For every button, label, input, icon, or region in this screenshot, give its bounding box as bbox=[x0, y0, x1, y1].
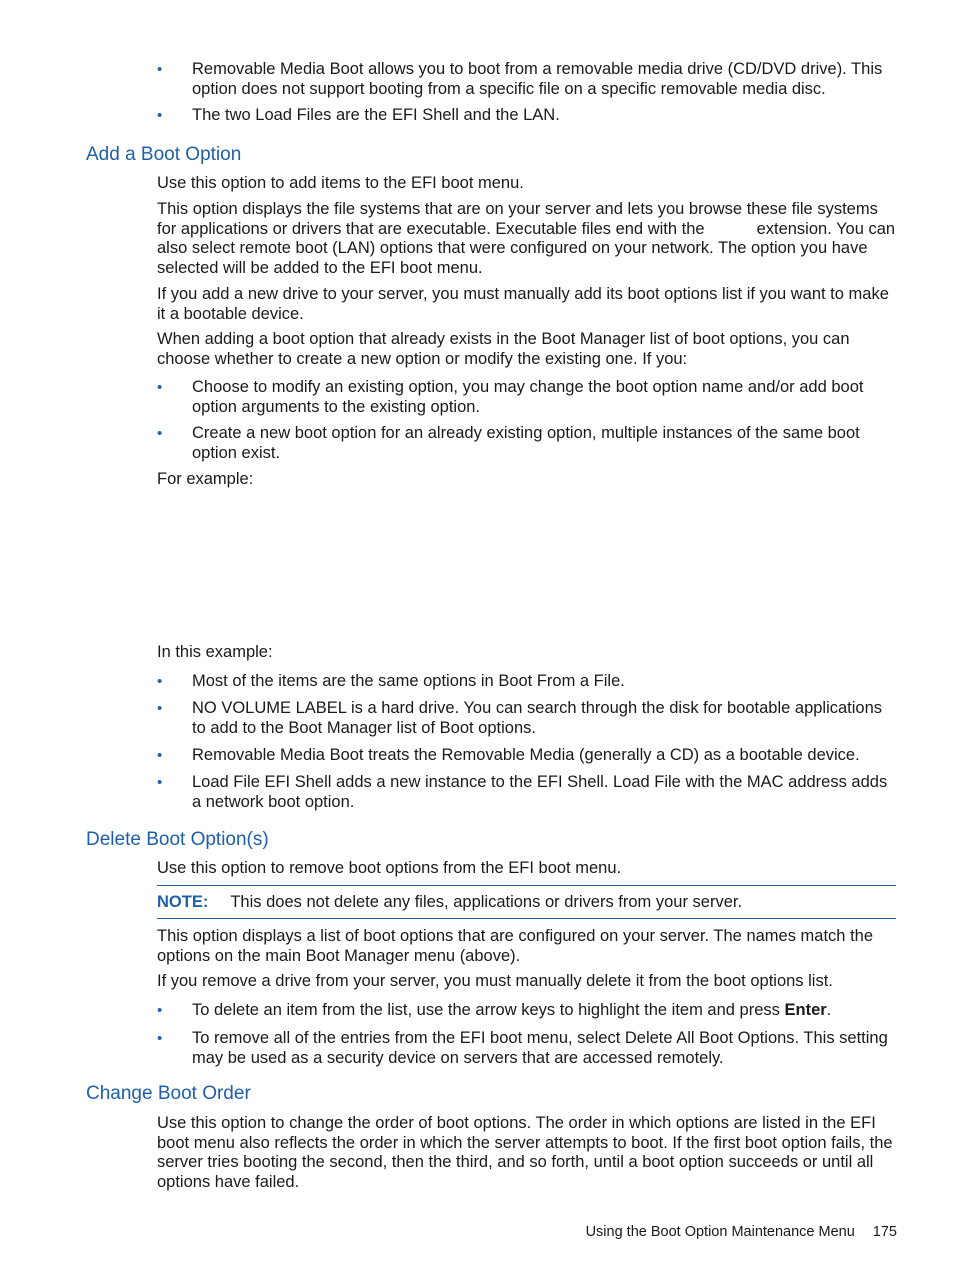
bullet-icon: • bbox=[157, 774, 163, 791]
bullet-text: Most of the items are the same options in Boot From a File. bbox=[192, 672, 625, 690]
bullet-text: Load File EFI Shell adds a new instance to the EFI Shell. Load File with the MAC address adds a network boot option. bbox=[192, 773, 888, 811]
bullet-icon: • bbox=[157, 61, 163, 78]
section-heading-change-boot-order: Change Boot Order bbox=[86, 1083, 251, 1104]
bullet-icon: • bbox=[157, 1030, 163, 1047]
paragraph: In this example: bbox=[157, 643, 273, 661]
note-text: This does not delete any files, applications or drivers from your server. bbox=[230, 893, 743, 911]
paragraph: If you remove a drive from your server, you must manually delete it from the boot options list. bbox=[157, 972, 833, 990]
paragraph: Use this option to remove boot options from the EFI boot menu. bbox=[157, 859, 622, 877]
bullet-text: Create a new boot option for an already existing option, multiple instances of the same boot option exist. bbox=[192, 424, 860, 462]
bullet-text: NO VOLUME LABEL is a hard drive. You can search through the disk for bootable applications to add to the Boot Manager list of Boot options. bbox=[192, 699, 883, 737]
bullet-text bbox=[192, 1001, 897, 1021]
paragraph: When adding a boot option that already exists in the Boot Manager list of boot options, you can choose whether to create a new option or modify the existing one. If you: bbox=[157, 330, 850, 368]
note-label: NOTE: bbox=[157, 893, 209, 911]
bullet-icon: • bbox=[157, 673, 163, 690]
paragraph: Use this option to add items to the EFI boot menu. bbox=[157, 174, 524, 192]
section-heading-add-boot-option: Add a Boot Option bbox=[86, 144, 242, 165]
paragraph: For example: bbox=[157, 470, 254, 488]
bullet-icon: • bbox=[157, 379, 163, 396]
paragraph: If you add a new drive to your server, you must manually add its boot options list if you want to make it a bootable device. bbox=[157, 285, 889, 323]
bullet-icon: • bbox=[157, 107, 163, 124]
bullet-text: To remove all of the entries from the EFI boot menu, select Delete All Boot Options. This setting may be used as a security device on servers that are accessed remotely. bbox=[192, 1029, 888, 1067]
section-heading-delete-boot-options: Delete Boot Option(s) bbox=[86, 829, 269, 850]
bullet-icon: • bbox=[157, 1002, 163, 1019]
note-top-rule bbox=[157, 885, 896, 886]
page-number: 175 bbox=[872, 1224, 897, 1240]
note-box bbox=[157, 893, 897, 913]
bullet-icon: • bbox=[157, 747, 163, 764]
bullet-text: Removable Media Boot allows you to boot from a removable media drive (CD/DVD drive). This option does not support booting from a specific file on a specific removable media disc. bbox=[192, 60, 883, 98]
bullet-text: Choose to modify an existing option, you may change the boot option name and/or add boot option arguments to the existing option. bbox=[192, 378, 864, 416]
bullet-text-part: To delete an item from the list, use the arrow keys to highlight the item and press bbox=[192, 1001, 780, 1019]
footer-section-title: Using the Boot Option Maintenance Menu bbox=[585, 1224, 855, 1240]
paragraph-text: This option displays the file systems that are on your server and lets you browse these file systems for applications or drivers that are executable. Executable files end with the bbox=[157, 200, 878, 238]
page-footer bbox=[586, 1223, 897, 1241]
bullet-text-part: . bbox=[826, 1001, 832, 1019]
paragraph-text: extension. You can also select remote boot (LAN) options that were configured on your network. The option you have selected will be added to the EFI boot menu. bbox=[157, 219, 896, 277]
paragraph: This option displays a list of boot options that are configured on your server. The names match the options on the main Boot Manager menu (above). bbox=[157, 927, 874, 965]
bullet-text: The two Load Files are the EFI Shell and the LAN. bbox=[192, 106, 560, 124]
paragraph bbox=[157, 200, 897, 278]
bullet-icon: • bbox=[157, 425, 163, 442]
bullet-icon: • bbox=[157, 700, 163, 717]
paragraph: Use this option to change the order of boot options. The order in which options are listed in the EFI boot menu also reflects the order in which the server attempts to boot. If the first boot option fails, the server tries booting the second, then the third, and so forth, until a boot option succeeds or until all options have failed. bbox=[157, 1114, 893, 1191]
enter-key-label: Enter bbox=[784, 1001, 827, 1019]
bullet-text: Removable Media Boot treats the Removable Media (generally a CD) as a bootable device. bbox=[192, 746, 860, 764]
note-bottom-rule bbox=[157, 918, 896, 919]
